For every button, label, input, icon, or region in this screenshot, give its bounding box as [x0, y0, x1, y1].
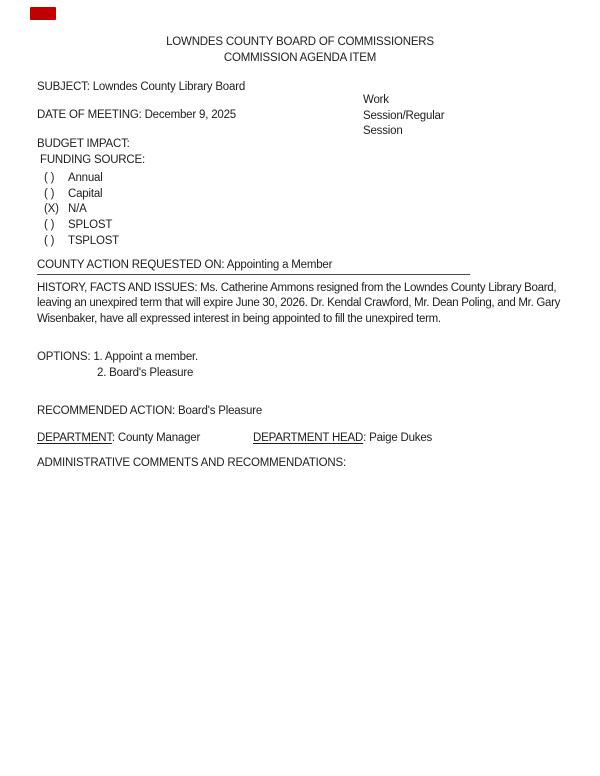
- funding-option-na: [44, 202, 119, 218]
- budget-impact-label: BUDGET IMPACT:: [37, 138, 130, 150]
- options-item1: 1. Appoint a member.: [93, 351, 199, 363]
- history-line1: HISTORY, FACTS AND ISSUES: Ms. Catherine Ammons resigned from the Lowndes County Library Board,: [37, 282, 557, 294]
- department-head-line: [253, 431, 432, 447]
- checkbox-mark: ( ): [44, 172, 55, 184]
- funding-option-label: SPLOST: [68, 219, 113, 232]
- subject-label: SUBJECT:: [37, 81, 90, 93]
- funding-option-label: TSPLOST: [68, 234, 120, 247]
- admin-comments-label: ADMINISTRATIVE COMMENTS AND RECOMMENDATIONS:: [37, 457, 346, 469]
- department-head-value: : Paige Dukes: [363, 432, 433, 444]
- funding-option-label: N/A: [68, 203, 87, 216]
- subject-line: [37, 80, 245, 96]
- history-line3: Wisenbaker, have all expressed interest in being appointed to fill the unexpired term.: [37, 312, 441, 325]
- session-type-line3: Session: [363, 125, 403, 137]
- date-of-meeting-value: December 9, 2025: [144, 109, 236, 121]
- subject-value: Lowndes County Library Board: [92, 81, 246, 93]
- funding-source-options: [44, 171, 119, 250]
- session-type-line1: Work: [363, 94, 389, 106]
- checkbox-mark: ( ): [44, 234, 55, 247]
- checkbox-mark: ( ): [44, 219, 55, 232]
- history-line2: leaving an unexpired term that will expire June 30, 2026. Dr. Kendal Crawford, Mr. Dean Poling, and Mr. Gary: [37, 297, 561, 310]
- recommended-action-line: [37, 404, 262, 420]
- options-item2: 2. Board's Pleasure: [97, 367, 194, 379]
- funding-option-annual: [44, 171, 119, 187]
- county-action-line: [37, 258, 470, 275]
- funding-option-label: Capital: [68, 187, 103, 200]
- date-of-meeting-line: [37, 108, 236, 124]
- checkbox-mark-checked: (X): [44, 203, 59, 216]
- department-value: : County Manager: [111, 432, 201, 444]
- history-facts-issues: [37, 281, 560, 327]
- funding-option-label: Annual: [68, 172, 103, 184]
- options-line1: [37, 350, 198, 366]
- county-action-value: Appointing a Member: [226, 259, 333, 271]
- date-of-meeting-label: DATE OF MEETING:: [37, 109, 142, 121]
- funding-option-capital: [44, 187, 119, 203]
- funding-option-splost: [44, 218, 119, 234]
- header-title-line2: COMMISSION AGENDA ITEM: [223, 52, 377, 64]
- recommended-action-label: RECOMMENDED ACTION:: [37, 405, 176, 417]
- recommended-action-value: Board's Pleasure: [178, 405, 263, 417]
- options-line2: [97, 366, 193, 382]
- session-type: [363, 93, 444, 140]
- funding-option-tsplost: [44, 234, 119, 250]
- department-label: DEPARTMENT: [37, 432, 112, 444]
- department-line: [37, 431, 200, 447]
- department-head-label: DEPARTMENT HEAD: [253, 432, 364, 444]
- checkbox-mark: ( ): [44, 187, 55, 200]
- options-label: OPTIONS:: [37, 351, 91, 363]
- funding-source-label: FUNDING SOURCE:: [40, 154, 145, 166]
- header-title-line1: LOWNDES COUNTY BOARD OF COMMISSIONERS: [166, 36, 434, 48]
- document-header: [0, 34, 600, 66]
- county-action-label: COUNTY ACTION REQUESTED ON:: [37, 259, 225, 271]
- red-badge: [30, 7, 56, 20]
- session-type-line2: Session/Regular: [363, 109, 445, 122]
